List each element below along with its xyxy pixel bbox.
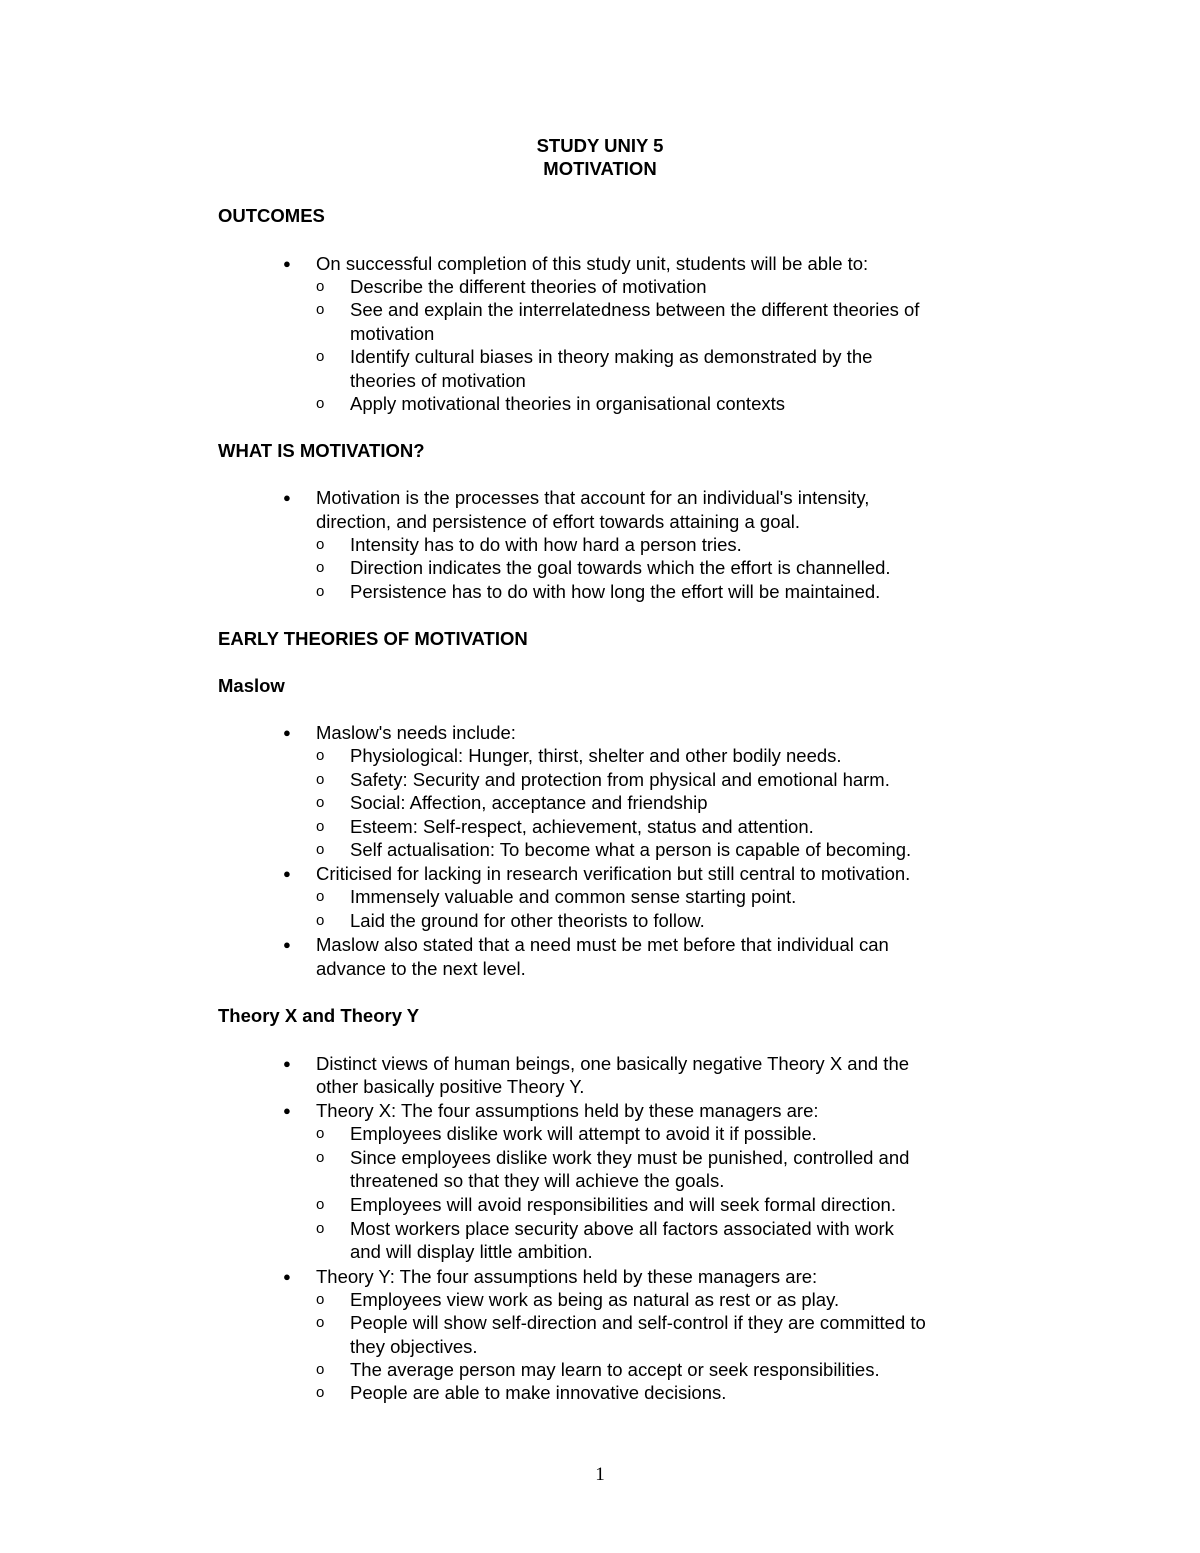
theory-y-assumption: Employees view work as being as natural as rest or as play.	[350, 1289, 840, 1310]
maslow-need: Social: Affection, acceptance and friendship	[350, 792, 708, 813]
bullet-icon: ●	[283, 725, 291, 740]
maslow-heading: Maslow	[218, 675, 285, 696]
sub-bullet-icon: o	[316, 559, 325, 576]
sub-bullet-icon: o	[316, 1361, 325, 1378]
maslow-needs-intro: Maslow's needs include:	[316, 722, 516, 743]
sub-bullet-icon: o	[316, 1291, 325, 1308]
document-title-line2: MOTIVATION	[543, 158, 657, 179]
bullet-icon: ●	[283, 866, 291, 881]
theory-x-assumption: Most workers place security above all factors associated with work	[350, 1218, 894, 1239]
outcomes-item-continuation: motivation	[350, 323, 435, 344]
sub-bullet-icon: o	[316, 912, 325, 929]
outcomes-intro: On successful completion of this study unit, students will be able to:	[316, 253, 869, 274]
bullet-icon: ●	[283, 256, 291, 271]
sub-bullet-icon: o	[316, 536, 325, 553]
theory-x-assumption-continuation: threatened so that they will achieve the goals.	[350, 1170, 725, 1191]
outcomes-item: Identify cultural biases in theory making as demonstrated by the	[350, 346, 873, 367]
early-theories-heading: EARLY THEORIES OF MOTIVATION	[218, 628, 528, 649]
outcomes-item: Apply motivational theories in organisational contexts	[350, 393, 785, 414]
bullet-icon: ●	[283, 1103, 291, 1118]
theory-y-assumption: People will show self-direction and self-control if they are committed to	[350, 1312, 926, 1333]
theory-x-assumption: Employees dislike work will attempt to avoid it if possible.	[350, 1123, 817, 1144]
motivation-definition: Motivation is the processes that account for an individual's intensity,	[316, 487, 870, 508]
bullet-icon: ●	[283, 490, 291, 505]
sub-bullet-icon: o	[316, 1220, 325, 1237]
outcomes-item: Describe the different theories of motivation	[350, 276, 707, 297]
sub-bullet-icon: o	[316, 1384, 325, 1401]
motivation-definition-continuation: direction, and persistence of effort towards attaining a goal.	[316, 511, 801, 532]
sub-bullet-icon: o	[316, 841, 325, 858]
motivation-component: Direction indicates the goal towards which the effort is channelled.	[350, 557, 891, 578]
theory-views-continuation: other basically positive Theory Y.	[316, 1076, 585, 1097]
theory-views: Distinct views of human beings, one basically negative Theory X and the	[316, 1053, 910, 1074]
theory-x-assumption: Since employees dislike work they must be punished, controlled and	[350, 1147, 910, 1168]
outcomes-item: See and explain the interrelatedness between the different theories of	[350, 299, 920, 320]
sub-bullet-icon: o	[316, 794, 325, 811]
maslow-criticism-item: Immensely valuable and common sense starting point.	[350, 886, 797, 907]
sub-bullet-icon: o	[316, 583, 325, 600]
theory-y-assumption: People are able to make innovative decisions.	[350, 1382, 727, 1403]
bullet-icon: ●	[283, 937, 291, 952]
maslow-criticism-item: Laid the ground for other theorists to follow.	[350, 910, 705, 931]
sub-bullet-icon: o	[316, 1196, 325, 1213]
sub-bullet-icon: o	[316, 747, 325, 764]
maslow-level-note-continuation: advance to the next level.	[316, 958, 526, 979]
sub-bullet-icon: o	[316, 348, 325, 365]
theory-x-assumption: Employees will avoid responsibilities and will seek formal direction.	[350, 1194, 896, 1215]
maslow-need: Self actualisation: To become what a person is capable of becoming.	[350, 839, 912, 860]
bullet-icon: ●	[283, 1269, 291, 1284]
motivation-component: Persistence has to do with how long the effort will be maintained.	[350, 581, 881, 602]
sub-bullet-icon: o	[316, 888, 325, 905]
bullet-icon: ●	[283, 1056, 291, 1071]
theory-x-assumption-continuation: and will display little ambition.	[350, 1241, 593, 1262]
sub-bullet-icon: o	[316, 771, 325, 788]
sub-bullet-icon: o	[316, 395, 325, 412]
maslow-criticism: Criticised for lacking in research verification but still central to motivation.	[316, 863, 911, 884]
outcomes-heading: OUTCOMES	[218, 205, 325, 226]
sub-bullet-icon: o	[316, 278, 325, 295]
motivation-component: Intensity has to do with how hard a person tries.	[350, 534, 742, 555]
page-number: 1	[595, 1464, 605, 1485]
maslow-need: Esteem: Self-respect, achievement, status and attention.	[350, 816, 814, 837]
theory-y-intro: Theory Y: The four assumptions held by these managers are:	[316, 1266, 818, 1287]
sub-bullet-icon: o	[316, 1314, 325, 1331]
sub-bullet-icon: o	[316, 301, 325, 318]
document-title-line1: STUDY UNIY 5	[536, 135, 664, 156]
theory-y-assumption: The average person may learn to accept or seek responsibilities.	[350, 1359, 880, 1380]
theory-y-assumption-continuation: they objectives.	[350, 1336, 478, 1357]
what-is-motivation-heading: WHAT IS MOTIVATION?	[218, 440, 425, 461]
theory-x-intro: Theory X: The four assumptions held by these managers are:	[316, 1100, 819, 1121]
maslow-need: Physiological: Hunger, thirst, shelter and other bodily needs.	[350, 745, 842, 766]
maslow-level-note: Maslow also stated that a need must be met before that individual can	[316, 934, 889, 955]
sub-bullet-icon: o	[316, 1125, 325, 1142]
sub-bullet-icon: o	[316, 818, 325, 835]
maslow-need: Safety: Security and protection from physical and emotional harm.	[350, 769, 890, 790]
theory-xy-heading: Theory X and Theory Y	[218, 1005, 420, 1026]
outcomes-item-continuation: theories of motivation	[350, 370, 526, 391]
sub-bullet-icon: o	[316, 1149, 325, 1166]
